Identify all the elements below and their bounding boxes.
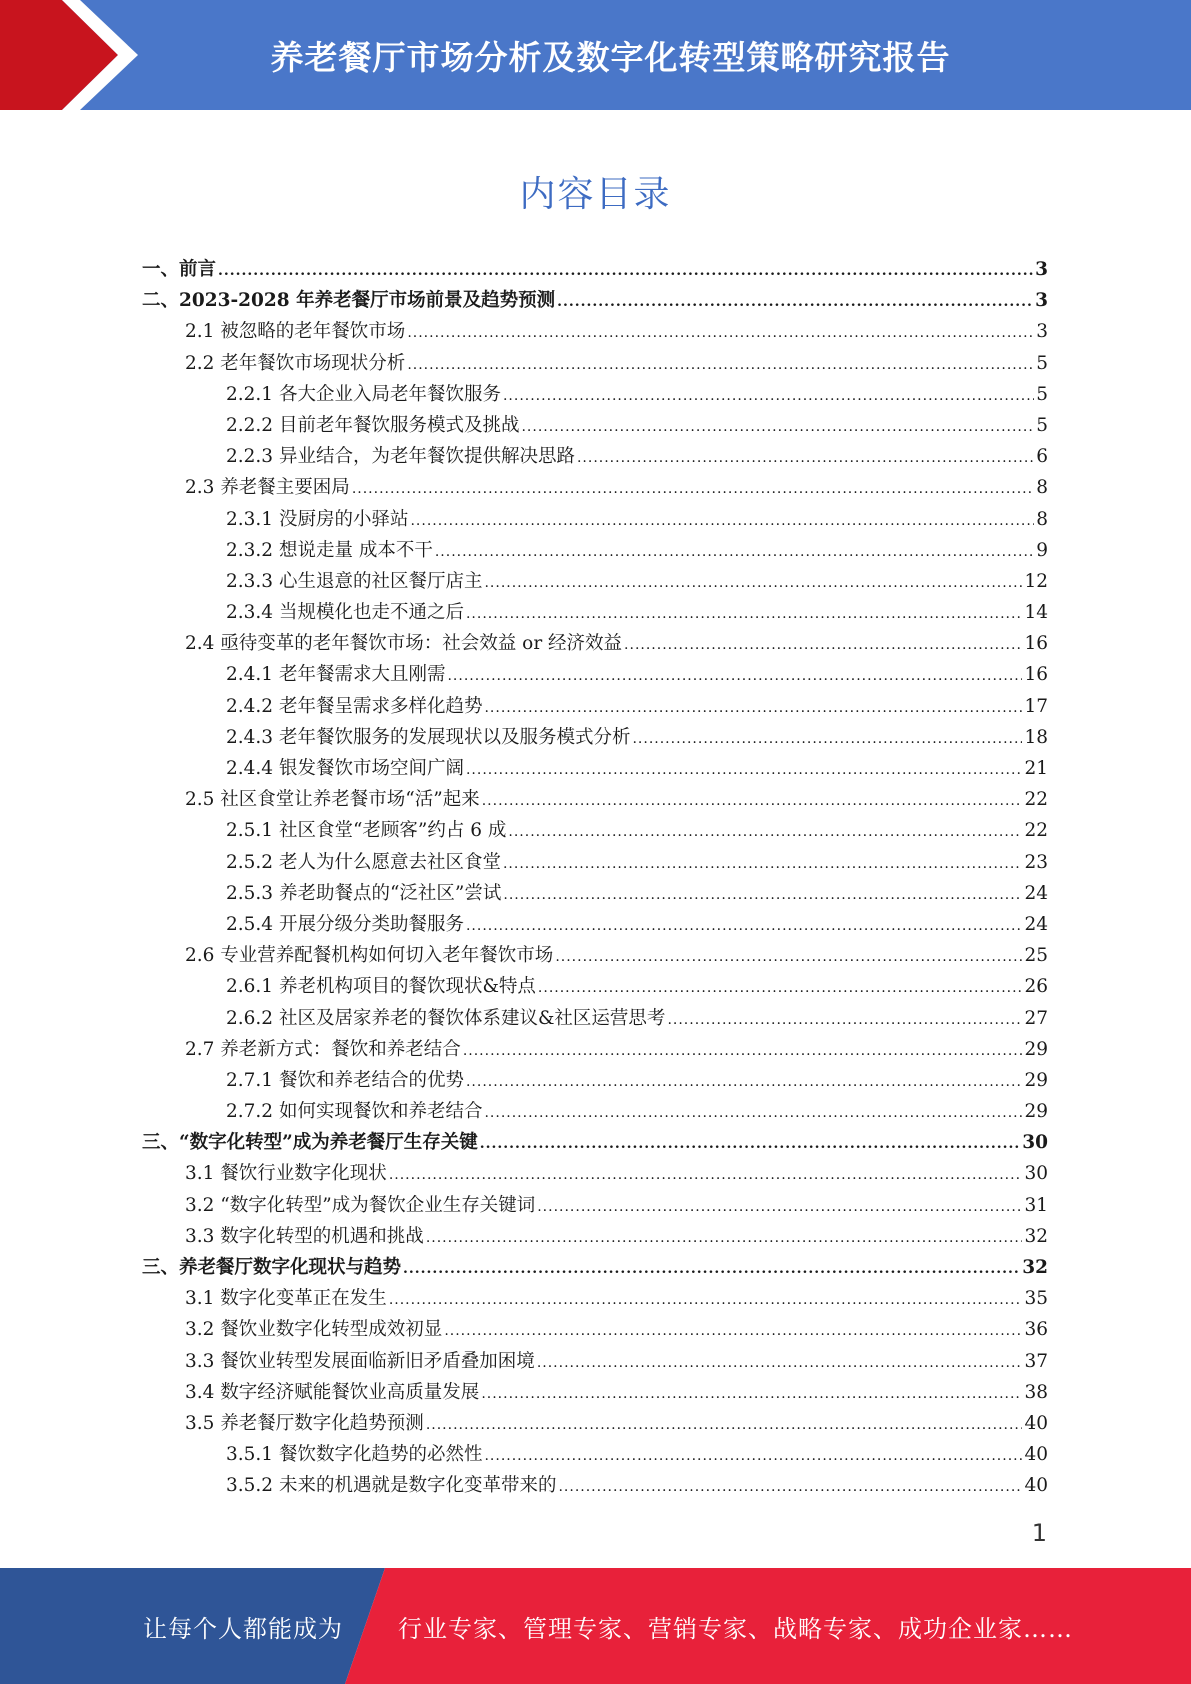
toc-dot-leader	[538, 973, 1023, 1004]
toc-entry[interactable]	[142, 1158, 1048, 1189]
toc-entry[interactable]	[142, 1283, 1048, 1314]
toc-entry[interactable]	[142, 1003, 1048, 1034]
toc-entry-page: 29	[1024, 1069, 1048, 1091]
toc-dot-leader	[352, 474, 1034, 505]
toc-dot-leader	[577, 443, 1034, 474]
toc-entry-label: 3.3 餐饮业转型发展面临新旧矛盾叠加困境	[185, 1350, 535, 1372]
toc-entry[interactable]	[142, 1470, 1048, 1501]
toc-entry-label: 2.7 养老新方式：餐饮和养老结合	[185, 1038, 461, 1060]
toc-dot-leader	[466, 911, 1022, 942]
toc-entry-label: 2.5.1 社区食堂“老顾客”约占 6 成	[226, 820, 507, 842]
toc-entry-page: 27	[1024, 1007, 1048, 1029]
toc-entry-label: 3.5.1 餐饮数字化趋势的必然性	[226, 1444, 483, 1466]
toc-entry-page: 38	[1024, 1381, 1048, 1403]
toc-entry-label: 2.6.2 社区及居家养老的餐饮体系建议&社区运营思考	[226, 1007, 666, 1029]
toc-dot-leader	[466, 755, 1022, 786]
toc-entry[interactable]	[142, 1190, 1048, 1221]
toc-entry[interactable]	[142, 348, 1048, 379]
toc-entry-label: 2.3.3 心生退意的社区餐厅店主	[226, 570, 483, 592]
toc-entry[interactable]	[142, 1314, 1048, 1345]
toc-entry[interactable]	[142, 410, 1048, 441]
toc-entry-page: 36	[1024, 1319, 1048, 1341]
toc-entry-label: 2.5.2 老人为什么愿意去社区食堂	[226, 851, 501, 873]
toc-entry-page: 35	[1024, 1288, 1048, 1310]
toc-dot-leader	[537, 1348, 1023, 1379]
toc-entry-page: 40	[1024, 1412, 1048, 1434]
page-number: 1	[1031, 1519, 1047, 1547]
toc-dot-leader	[447, 661, 1022, 692]
toc-entry-page: 40	[1024, 1444, 1048, 1466]
toc-entry-label: 3.3 数字化转型的机遇和挑战	[185, 1225, 424, 1247]
toc-dot-leader	[503, 381, 1034, 412]
toc-dot-leader	[481, 1379, 1022, 1410]
toc-dot-leader	[624, 630, 1022, 661]
toc-entry-page: 23	[1024, 851, 1048, 873]
toc-entry[interactable]	[142, 878, 1048, 909]
toc-entry[interactable]	[142, 971, 1048, 1002]
toc-entry-page: 29	[1024, 1101, 1048, 1123]
toc-entry-label: 2.4.2 老年餐呈需求多样化趋势	[226, 695, 483, 717]
toc-entry[interactable]	[142, 784, 1048, 815]
toc-entry-label: 2.5.4 开展分级分类助餐服务	[226, 913, 464, 935]
toc-dot-leader	[435, 537, 1034, 568]
toc-entry[interactable]	[142, 535, 1048, 566]
toc-dot-leader	[463, 1036, 1023, 1067]
toc-entry-label: 2.5 社区食堂让养老餐市场“活”起来	[185, 789, 480, 811]
toc-dot-leader	[407, 318, 1034, 349]
toc-entry-page: 25	[1024, 945, 1048, 967]
toc-entry-page: 22	[1024, 820, 1048, 842]
toc-entry-label: 2.4.1 老年餐需求大且刚需	[226, 664, 446, 686]
toc-entry[interactable]	[142, 1127, 1048, 1158]
toc-entry-page: 18	[1024, 726, 1048, 748]
toc-dot-leader	[484, 1441, 1022, 1472]
toc-entry-page: 31	[1024, 1194, 1048, 1216]
toc-entry-label: 一、前言	[142, 259, 217, 280]
toc-entry-label: 2.5.3 养老助餐点的“泛社区”尝试	[226, 882, 502, 904]
toc-dot-leader	[444, 1316, 1022, 1347]
toc-entry-page: 21	[1024, 758, 1048, 779]
toc-entry-label: 3.5.2 未来的机遇就是数字化变革带来的	[226, 1475, 557, 1497]
toc-entry-page: 14	[1024, 602, 1048, 624]
toc-dot-leader	[557, 287, 1033, 318]
toc-dot-leader	[503, 849, 1022, 880]
toc-entry-page: 3	[1036, 321, 1048, 343]
toc-entry[interactable]	[142, 753, 1048, 784]
toc-dot-leader	[484, 568, 1022, 599]
toc-dot-leader	[503, 880, 1022, 911]
toc-entry-label: 2.2.1 各大企业入局老年餐饮服务	[226, 383, 501, 405]
toc-entry[interactable]	[142, 379, 1048, 410]
toc-entry[interactable]	[142, 1221, 1048, 1252]
toc-entry[interactable]	[142, 597, 1048, 628]
report-header-band	[0, 0, 1191, 110]
toc-entry[interactable]	[142, 285, 1048, 316]
toc-entry[interactable]	[142, 472, 1048, 503]
toc-dot-leader	[403, 1254, 1020, 1285]
toc-entry-page: 26	[1024, 976, 1048, 998]
toc-entry[interactable]	[142, 1034, 1048, 1065]
toc-dot-leader	[480, 1129, 1020, 1160]
toc-dot-leader	[508, 817, 1022, 848]
toc-entry[interactable]	[142, 628, 1048, 659]
toc-entry[interactable]	[142, 504, 1048, 535]
toc-entry-label: 二、2023-2028 年养老餐厅市场前景及趋势预测	[142, 290, 556, 312]
toc-dot-leader	[389, 1160, 1023, 1191]
toc-dot-leader	[537, 1192, 1022, 1223]
toc-entry-page: 17	[1024, 695, 1048, 717]
toc-entry-label: 2.6.1 养老机构项目的餐饮现状&特点	[226, 976, 536, 998]
toc-entry[interactable]	[142, 1252, 1048, 1283]
toc-entry[interactable]	[142, 722, 1048, 753]
toc-entry[interactable]	[142, 659, 1048, 690]
toc-heading: 内容目录	[519, 174, 672, 215]
toc-dot-leader	[555, 942, 1022, 973]
toc-entry[interactable]	[142, 254, 1048, 285]
toc-entry[interactable]	[142, 1377, 1048, 1408]
toc-entry[interactable]	[142, 815, 1048, 846]
toc-entry-label: 2.2.3 异业结合，为老年餐饮提供解决思路	[226, 446, 575, 468]
toc-dot-leader	[558, 1472, 1022, 1503]
toc-entry-page: 30	[1022, 1132, 1048, 1154]
toc-entry[interactable]	[142, 691, 1048, 722]
toc-entry-label: 2.6 专业营养配餐机构如何切入老年餐饮市场	[185, 945, 554, 967]
toc-entry-label: 2.4 亟待变革的老年餐饮市场：社会效益 or 经济效益	[185, 633, 623, 655]
toc-entry-page: 3	[1035, 290, 1048, 312]
toc-entry[interactable]	[142, 441, 1048, 472]
toc-entry[interactable]	[142, 566, 1048, 597]
toc-entry[interactable]	[142, 940, 1048, 971]
toc-entry-page: 37	[1024, 1350, 1048, 1372]
toc-dot-leader	[632, 724, 1022, 755]
toc-dot-leader	[667, 1005, 1022, 1036]
toc-dot-leader	[466, 599, 1022, 630]
report-footer	[0, 1568, 1191, 1684]
toc-entry-label: 2.4.4 银发餐饮市场空间广阔	[226, 758, 464, 779]
toc-dot-leader	[482, 786, 1023, 817]
toc-entry[interactable]	[142, 1096, 1048, 1127]
toc-entry-label: 2.1 被忽略的老年餐饮市场	[185, 321, 406, 343]
toc-entry[interactable]	[142, 1065, 1048, 1096]
table-of-contents	[142, 254, 1048, 1502]
toc-entry-label: 2.3 养老餐主要困局	[185, 477, 350, 499]
toc-dot-leader	[218, 256, 1033, 287]
toc-entry-label: 2.3.4 当规模化也走不通之后	[226, 602, 464, 624]
toc-entry-page: 22	[1024, 789, 1048, 811]
toc-entry-page: 24	[1024, 882, 1048, 904]
toc-entry-label: 3.1 餐饮行业数字化现状	[185, 1163, 387, 1185]
toc-entry-label: 2.7.1 餐饮和养老结合的优势	[226, 1069, 464, 1091]
toc-entry-label: 3.2 “数字化转型”成为餐饮企业生存关键词	[185, 1194, 536, 1216]
toc-entry-page: 32	[1022, 1257, 1048, 1278]
toc-dot-leader	[426, 1223, 1023, 1254]
footer-slogan-right: 行业专家、管理专家、营销专家、战略专家、成功企业家……	[398, 1614, 1073, 1643]
toc-entry[interactable]	[142, 1408, 1048, 1439]
toc-entry-label: 2.2 老年餐饮市场现状分析	[185, 352, 406, 374]
toc-dot-leader	[521, 412, 1034, 443]
toc-entry-label: 2.2.2 目前老年餐饮服务模式及挑战	[226, 414, 520, 436]
toc-entry-page: 3	[1035, 259, 1048, 280]
toc-entry-label: 3.5 养老餐厅数字化趋势预测	[185, 1412, 424, 1434]
toc-entry-page: 30	[1024, 1163, 1048, 1185]
toc-entry-page: 40	[1024, 1475, 1048, 1497]
toc-entry-page: 29	[1024, 1038, 1048, 1060]
report-title: 养老餐厅市场分析及数字化转型策略研究报告	[270, 37, 951, 77]
toc-entry-label: 2.3.2 想说走量 成本不干	[226, 539, 433, 561]
toc-dot-leader	[426, 1410, 1023, 1441]
toc-entry[interactable]	[142, 909, 1048, 940]
toc-entry-page: 8	[1036, 477, 1048, 499]
toc-entry-page: 16	[1024, 633, 1048, 655]
toc-entry-page: 24	[1024, 913, 1048, 935]
toc-entry-page: 12	[1024, 570, 1048, 592]
toc-entry-label: 3.2 餐饮业数字化转型成效初显	[185, 1319, 443, 1341]
toc-entry-label: 2.3.1 没厨房的小驿站	[226, 508, 409, 530]
toc-dot-leader	[484, 1098, 1022, 1129]
toc-entry-page: 32	[1024, 1225, 1048, 1247]
toc-dot-leader	[484, 693, 1022, 724]
toc-dot-leader	[389, 1285, 1023, 1316]
toc-entry-page: 5	[1036, 383, 1048, 405]
toc-entry[interactable]	[142, 1346, 1048, 1377]
toc-dot-leader	[410, 506, 1034, 537]
toc-entry-page: 16	[1024, 664, 1048, 686]
toc-entry-label: 三、养老餐厅数字化现状与趋势	[142, 1257, 402, 1278]
toc-dot-leader	[466, 1067, 1022, 1098]
toc-entry-page: 5	[1036, 414, 1048, 436]
toc-entry-label: 2.4.3 老年餐饮服务的发展现状以及服务模式分析	[226, 726, 631, 748]
footer-slogan-left: 让每个人都能成为	[143, 1614, 343, 1643]
toc-entry-page: 6	[1036, 446, 1048, 468]
toc-entry-page: 9	[1036, 539, 1048, 561]
toc-dot-leader	[407, 350, 1034, 381]
toc-entry[interactable]	[142, 847, 1048, 878]
toc-entry-label: 2.7.2 如何实现餐饮和养老结合	[226, 1101, 483, 1123]
toc-entry-page: 8	[1036, 508, 1048, 530]
toc-entry-label: 3.1 数字化变革正在发生	[185, 1288, 387, 1310]
toc-entry[interactable]	[142, 1439, 1048, 1470]
toc-entry-label: 三、“数字化转型”成为养老餐厅生存关键	[142, 1132, 478, 1154]
toc-entry[interactable]	[142, 316, 1048, 347]
toc-entry-page: 5	[1036, 352, 1048, 374]
toc-entry-label: 3.4 数字经济赋能餐饮业高质量发展	[185, 1381, 480, 1403]
